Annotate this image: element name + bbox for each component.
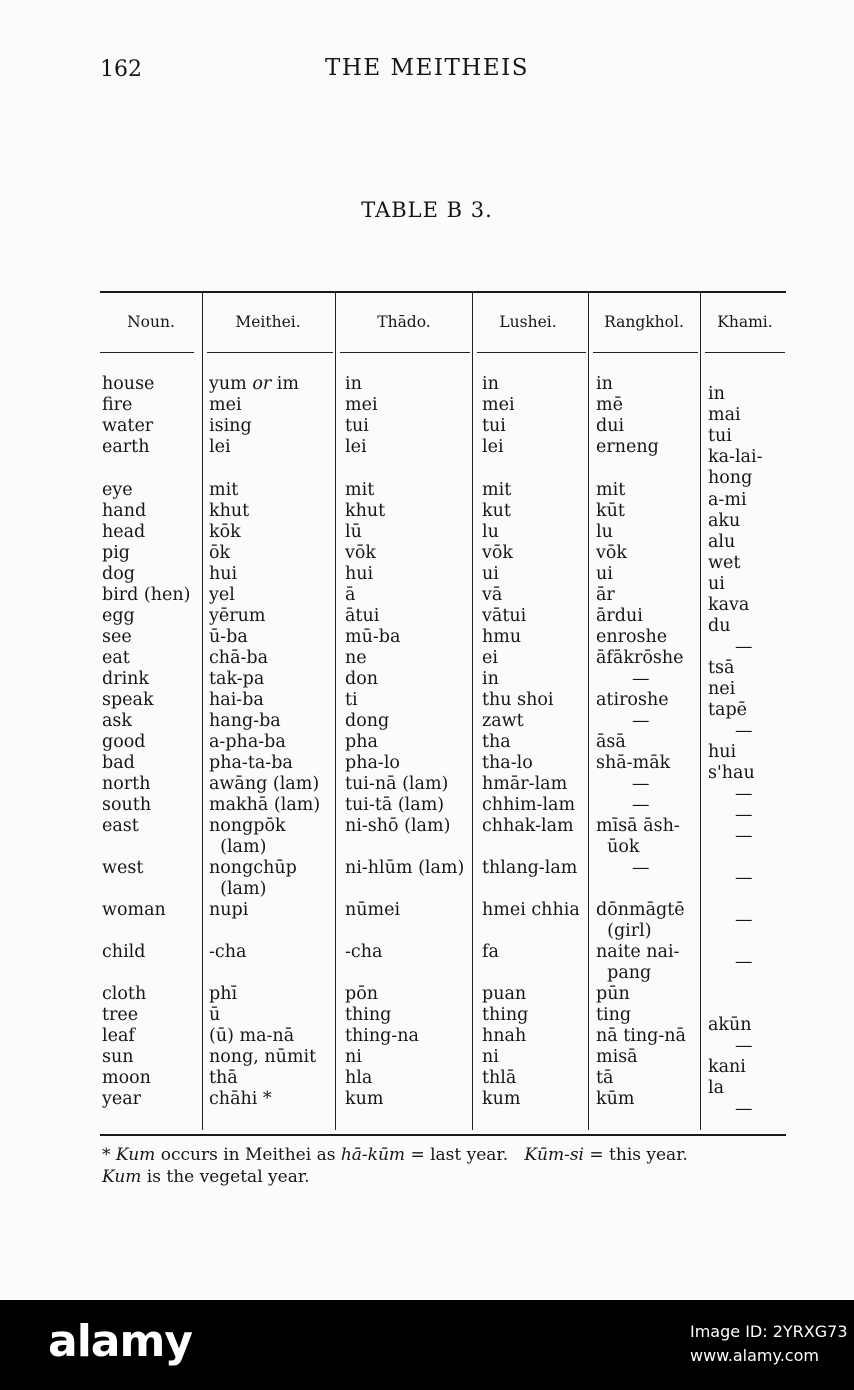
table-cell: mit [345,480,375,500]
column-header: Meithei. [235,313,301,331]
table-cell: mē [596,395,623,415]
table-cell: mit [482,480,512,500]
column-header: Lushei. [499,313,557,331]
row-noun: bird (hen) [102,585,191,605]
table-cell: hmār-lam [482,774,568,794]
column-divider [202,292,203,1130]
row-noun: bad [102,753,135,773]
table-cell: dong [345,711,390,731]
table-cell: nā ting-nā [596,1026,686,1046]
table-cell: thing [482,1005,529,1025]
table-cell: akūn [708,1015,752,1035]
table-cell: thing [345,1005,392,1025]
table-cell: hai-ba [209,690,264,710]
table-cell: — [632,795,650,815]
row-noun: year [102,1089,142,1109]
page-number: 162 [100,57,142,82]
table-cell: ui [596,564,613,584]
table-cell: — [632,858,650,878]
table-cell: nong, nūmit [209,1047,317,1067]
table-cell: pōn [345,984,379,1004]
row-noun: sun [102,1047,134,1067]
table-cell: puan [482,984,527,1004]
table-cell: hui [708,742,737,762]
table-cell: mū-ba [345,627,401,647]
table-cell: tui [482,416,506,436]
table-cell: hang-ba [209,711,281,731]
table-cell: tā [596,1068,614,1088]
table-cell: — [735,868,753,888]
table-cell: yum or im [209,374,299,394]
header-underline [593,352,698,353]
table-cell: āsā [596,732,626,752]
table-cell: ū [209,1005,221,1025]
table-cell: lei [482,437,504,457]
row-noun: good [102,732,146,752]
table-cell: ne [345,648,367,668]
table-cell: lei [209,437,231,457]
header-underline [477,352,586,353]
table-cell: yel [209,585,235,605]
header-underline [207,352,333,353]
column-header: Rangkhol. [604,313,684,331]
table-cell: in [482,374,499,394]
table-cell: nongchūp (lam) [209,858,297,899]
row-noun: tree [102,1005,139,1025]
table-cell: ōk [209,543,231,563]
table-cell: tak-pa [209,669,265,689]
row-noun: north [102,774,151,794]
table-cell: kum [482,1089,521,1109]
table-cell: kōk [209,522,241,542]
table-cell: in [345,374,362,394]
row-noun: egg [102,606,135,626]
table-cell: ka-lai- hong [708,447,763,488]
table-cell: — [735,1036,753,1056]
table-cell: la [708,1078,725,1098]
table-cell: mai [708,405,741,425]
row-noun: moon [102,1068,151,1088]
table-bottom-rule [100,1134,786,1136]
table-cell: aku [708,511,741,531]
table-cell: hmu [482,627,522,647]
table-cell: tha [482,732,511,752]
table-cell: tui-tā (lam) [345,795,445,815]
table-cell: — [632,774,650,794]
table-cell: ni [482,1047,499,1067]
table-cell: — [735,910,753,930]
table-cell: chhim-lam [482,795,576,815]
table-cell: pha-ta-ba [209,753,293,773]
table-cell: ā [345,585,356,605]
row-noun: earth [102,437,150,457]
table-cell: mīsā āsh- ūok [596,816,680,857]
table-cell: kani [708,1057,746,1077]
table-cell: nongpōk (lam) [209,816,286,857]
table-cell: — [632,711,650,731]
table-cell: — [735,1099,753,1119]
table-cell: kava [708,595,750,615]
table-cell: nūmei [345,900,401,920]
table-cell: — [735,721,753,741]
table-cell: in [708,384,725,404]
table-cell: nupi [209,900,249,920]
table-cell: kūt [596,501,625,521]
column-divider [472,292,473,1130]
table-cell: ti [345,690,358,710]
table-cell: hnah [482,1026,527,1046]
row-noun: south [102,795,152,815]
running-title: THE MEITHEIS [325,55,529,81]
table-cell: lū [345,522,362,542]
table-cell: ni-shō (lam) [345,816,451,836]
row-noun: see [102,627,132,647]
table-cell: s'hau [708,763,755,783]
table-cell: khut [209,501,250,521]
table-cell: pha-lo [345,753,400,773]
row-noun: eye [102,480,133,500]
table-cell: vā [482,585,503,605]
column-divider [588,292,589,1130]
table-cell: — [735,952,753,972]
table-cell: thlang-lam [482,858,578,878]
table-cell: du [708,616,731,636]
table-cell: mit [209,480,239,500]
table-cell: dōnmāgtē (girl) [596,900,685,941]
table-cell: tui [345,416,369,436]
table-cell: dui [596,416,625,436]
table-cell: hui [209,564,238,584]
table-cell: tui [708,426,732,446]
table-cell: ui [708,574,725,594]
table-cell: atiroshe [596,690,669,710]
table-cell: fa [482,942,499,962]
table-cell: makhā (lam) [209,795,321,815]
row-noun: head [102,522,146,542]
table-cell: thing-na [345,1026,419,1046]
table-cell: kūm [596,1089,635,1109]
table-cell: in [596,374,613,394]
table-cell: chhak-lam [482,816,574,836]
table-cell: erneng [596,437,659,457]
row-noun: eat [102,648,130,668]
table-cell: vātui [482,606,527,626]
row-noun: ask [102,711,133,731]
watermark-url: www.alamy.com [690,1346,819,1365]
row-noun: fire [102,395,133,415]
table-cell: kut [482,501,511,521]
table-cell: chāhi * [209,1089,272,1109]
table-cell: ni [345,1047,362,1067]
header-underline [705,352,785,353]
table-cell: -cha [345,942,383,962]
table-cell: ātui [345,606,380,626]
table-cell: — [735,826,753,846]
table-cell: ui [482,564,499,584]
row-noun: west [102,858,144,878]
table-cell: phī [209,984,238,1004]
table-cell: wet [708,553,741,573]
image-id: Image ID: 2YRXG73 [690,1322,848,1341]
table-cell: misā [596,1047,638,1067]
alamy-logo: alamy [48,1316,192,1367]
column-divider [700,292,701,1130]
row-noun: child [102,942,146,962]
table-cell: a-pha-ba [209,732,286,752]
table-cell: don [345,669,379,689]
table-cell: pha [345,732,378,752]
table-cell: tsā [708,658,735,678]
table-cell: pūn [596,984,630,1004]
row-noun: leaf [102,1026,135,1046]
row-noun: pig [102,543,131,563]
table-cell: tha-lo [482,753,533,773]
table-cell: ār [596,585,615,605]
table-cell: ting [596,1005,632,1025]
table-cell: (ū) ma-nā [209,1026,295,1046]
table-cell: mit [596,480,626,500]
table-cell: — [735,805,753,825]
table-cell: vōk [596,543,628,563]
table-cell: vōk [482,543,514,563]
table-cell: vōk [345,543,377,563]
table-cell: thā [209,1068,238,1088]
table-cell: chā-ba [209,648,269,668]
table-cell: mei [482,395,515,415]
table-cell: naite nai- pang [596,942,680,983]
table-cell: ei [482,648,498,668]
table-cell: mei [209,395,242,415]
table-cell: hmei chhia [482,900,580,920]
table-cell: awāng (lam) [209,774,320,794]
table-cell: zawt [482,711,524,731]
table-cell: kum [345,1089,384,1109]
footnote-line-2: Kum is the vegetal year. [102,1167,310,1187]
row-noun: drink [102,669,150,689]
table-cell: thlā [482,1068,517,1088]
row-noun: woman [102,900,166,920]
table-cell: tapē [708,700,748,720]
table-cell: lu [482,522,499,542]
row-noun: dog [102,564,135,584]
table-cell: lu [596,522,613,542]
table-cell: — [735,784,753,804]
row-noun: hand [102,501,147,521]
row-noun: speak [102,690,154,710]
table-cell: khut [345,501,386,521]
header-underline [340,352,470,353]
table-cell: — [632,669,650,689]
table-cell: -cha [209,942,247,962]
row-noun: east [102,816,139,836]
table-cell: alu [708,532,736,552]
table-cell: — [735,637,753,657]
column-header: Noun. [127,313,175,331]
table-cell: lei [345,437,367,457]
column-header: Khami. [717,313,773,331]
column-header: Thādo. [377,313,431,331]
table-cell: ū-ba [209,627,248,647]
table-cell: thu shoi [482,690,554,710]
row-noun: cloth [102,984,147,1004]
footnote-line-1: * Kum occurs in Meithei as hā-kūm = last year. Kūm-si = this year. [102,1145,688,1165]
table-cell: nei [708,679,736,699]
table-cell: a-mi [708,490,747,510]
table-cell: shā-māk [596,753,671,773]
table-cell: yērum [209,606,266,626]
table-cell: ni-hlūm (lam) [345,858,465,878]
table-cell: hla [345,1068,373,1088]
table-cell: hui [345,564,374,584]
table-cell: mei [345,395,378,415]
table-cell: in [482,669,499,689]
table-cell: ising [209,416,252,436]
table-cell: enroshe [596,627,668,647]
table-cell: tui-nā (lam) [345,774,449,794]
row-noun: water [102,416,154,436]
table-title: TABLE B 3. [361,198,493,222]
table-cell: ārdui [596,606,643,626]
table-cell: āfākrōshe [596,648,684,668]
header-underline [100,352,194,353]
row-noun: house [102,374,155,394]
column-divider [335,292,336,1130]
